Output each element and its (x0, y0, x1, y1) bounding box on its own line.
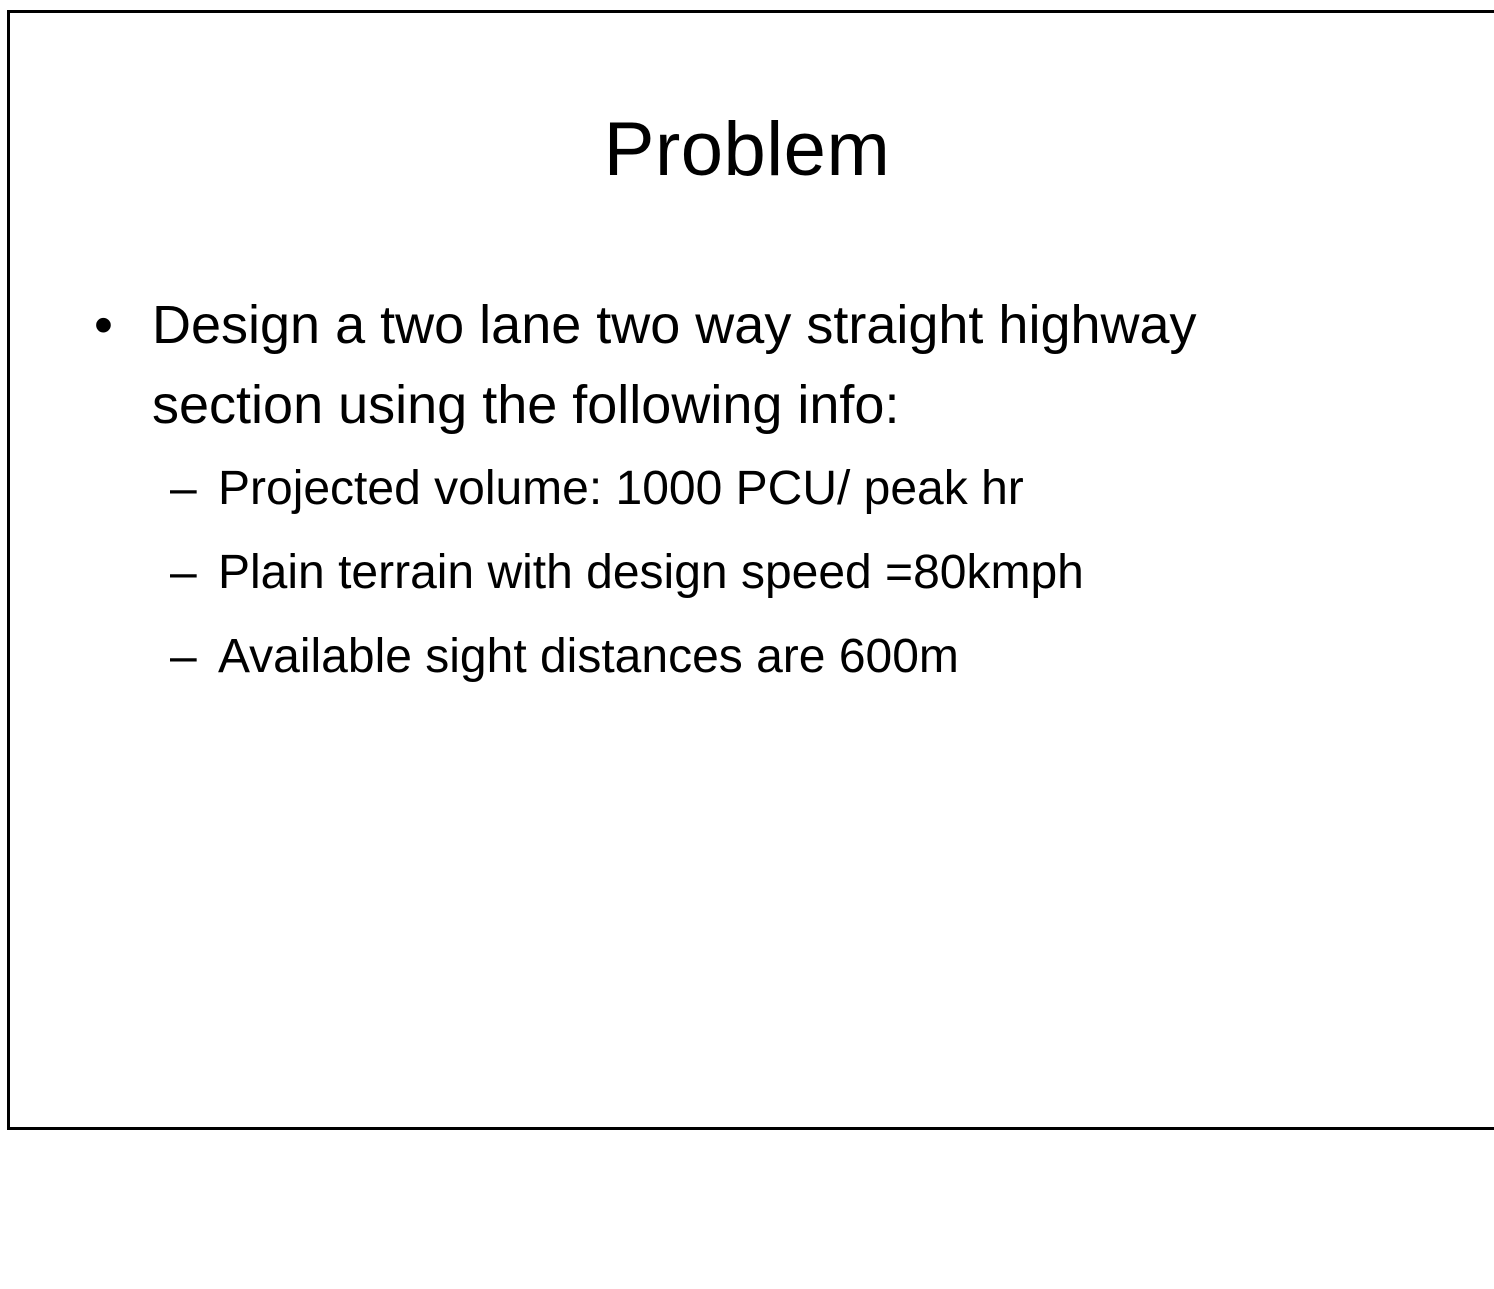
sub-bullet-list (170, 455, 1370, 707)
bullet-line-2: section using the following info: (152, 375, 900, 435)
bullet-line-1: Design a two lane two way straight highway (152, 295, 1197, 355)
dash-icon: – (170, 630, 197, 683)
main-bullet (92, 285, 1382, 445)
dash-icon: – (170, 462, 197, 515)
sub-bullet-text: Plain terrain with design speed =80kmph (218, 546, 1084, 599)
dash-icon: – (170, 546, 197, 599)
slide-title: Problem (603, 107, 891, 192)
sub-bullet-sight-distance (170, 623, 1370, 707)
bullet-text (92, 285, 1382, 445)
sub-bullet-terrain (170, 539, 1370, 623)
sub-bullet-text: Projected volume: 1000 PCU/ peak hr (218, 462, 1024, 515)
sub-bullet-text: Available sight distances are 600m (218, 630, 959, 683)
sub-bullet-volume (170, 455, 1370, 539)
bullet-dot-icon: • (94, 295, 113, 355)
